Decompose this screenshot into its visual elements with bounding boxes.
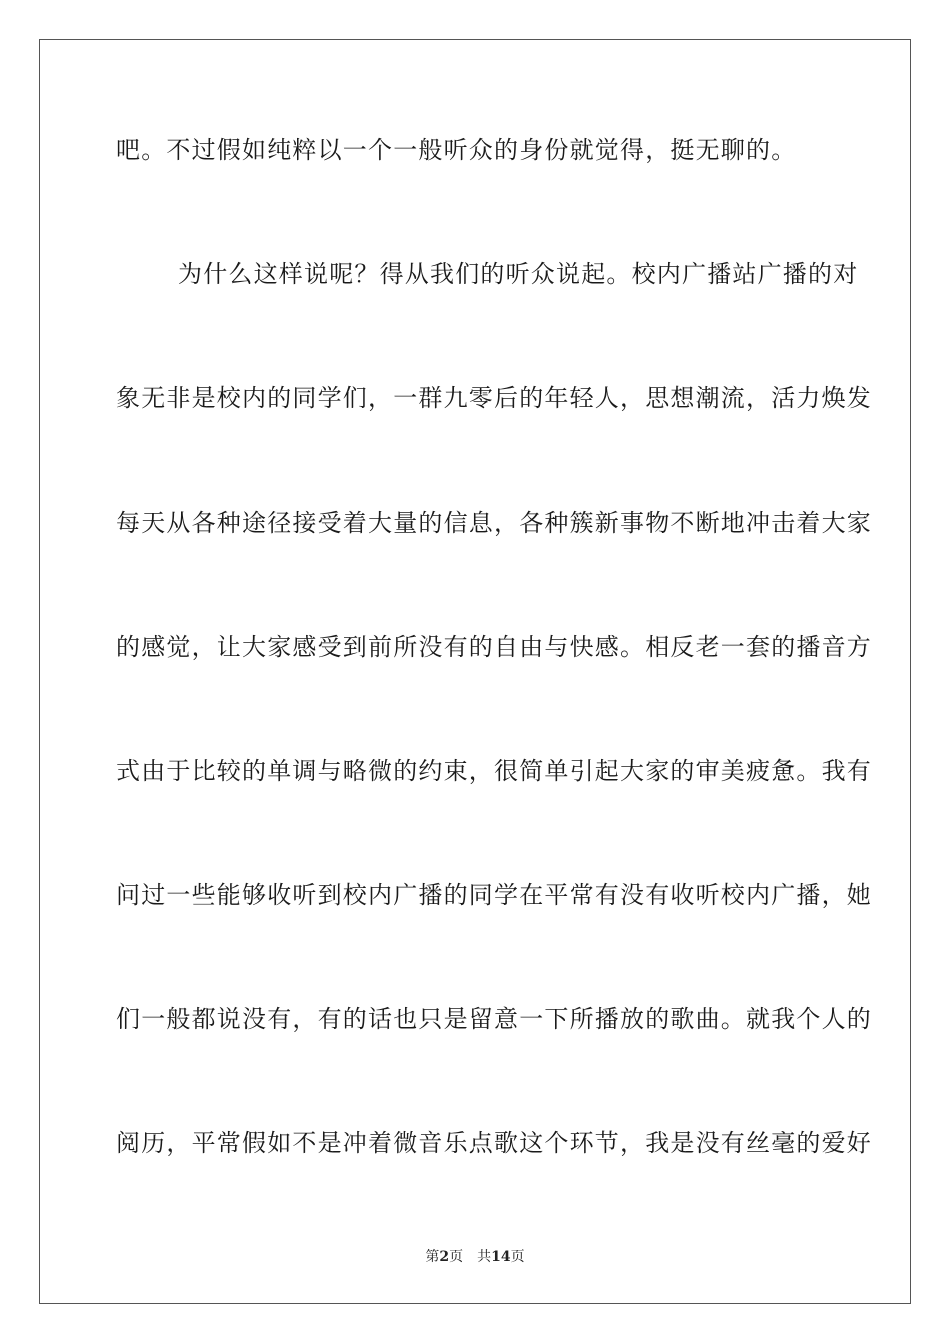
page-suffix: 页 — [449, 1249, 464, 1265]
page-footer — [0, 1248, 950, 1266]
text-line-9: 阅历，平常假如不是冲着微音乐点歌这个环节，我是没有丝毫的爱好 — [116, 1129, 872, 1157]
page-border — [39, 39, 911, 1304]
total-suffix: 页 — [510, 1249, 525, 1265]
text-line-8: 们一般都说没有，有的话也只是留意一下所播放的歌曲。就我个人的 — [116, 1005, 872, 1033]
text-line-5: 的感觉，让大家感受到前所没有的自由与快感。相反老一套的播音方 — [116, 633, 872, 661]
text-line-4: 每天从各种途径接受着大量的信息，各种簇新事物不断地冲击着大家 — [116, 509, 872, 537]
total-prefix: 共 — [477, 1249, 492, 1265]
text-line-2: 为什么这样说呢？得从我们的听众说起。校内广播站广播的对 — [178, 260, 859, 288]
total-pages: 14 — [491, 1249, 511, 1265]
text-line-7: 问过一些能够收听到校内广播的同学在平常有没有收听校内广播，她 — [116, 881, 872, 909]
text-line-1: 吧。不过假如纯粹以一个一般听众的身份就觉得，挺无聊的。 — [116, 136, 797, 164]
text-line-6: 式由于比较的单调与略微的约束，很简单引起大家的审美疲惫。我有 — [116, 757, 872, 785]
page-prefix: 第 — [425, 1249, 440, 1265]
text-line-3: 象无非是校内的同学们，一群九零后的年轻人，思想潮流，活力焕发 — [116, 384, 872, 412]
page-number: 2 — [439, 1249, 450, 1265]
